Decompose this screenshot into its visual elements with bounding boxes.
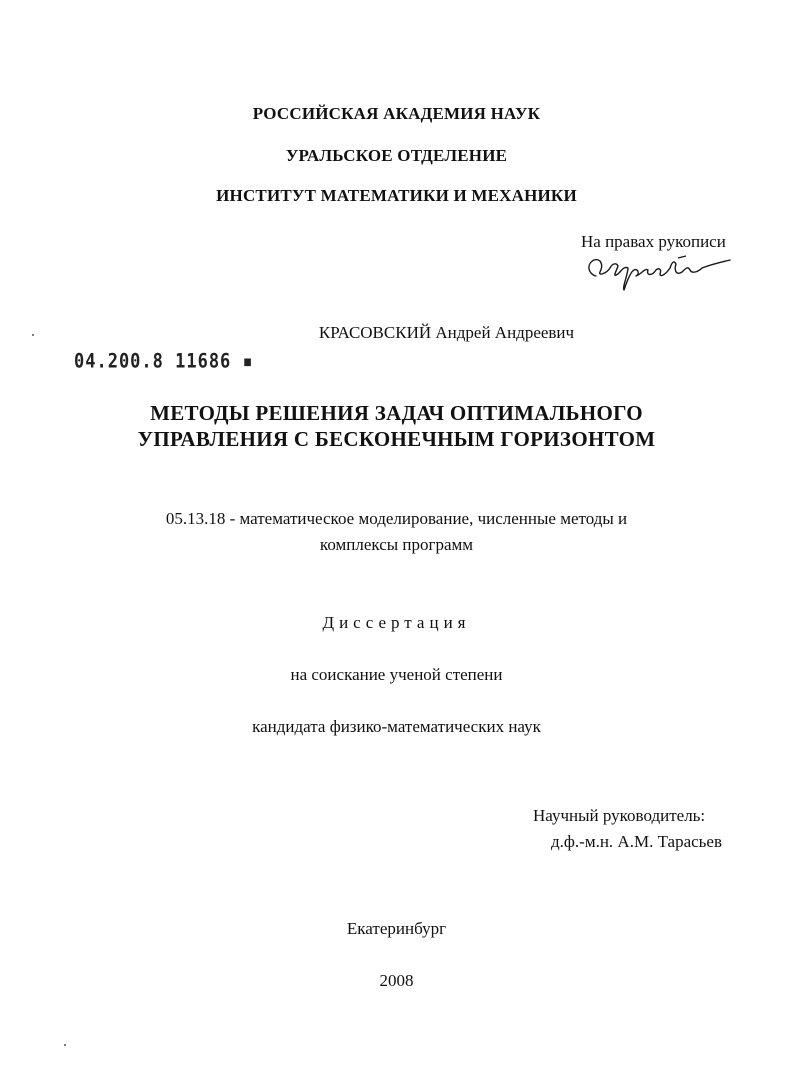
branch-name: УРАЛЬСКОЕ ОТДЕЛЕНИЕ — [285, 146, 508, 165]
year: 2008 — [379, 971, 414, 990]
supervisor-name: д.ф.-м.н. А.М. Тарасьев — [551, 832, 722, 851]
dissertation-title-line-2: УПРАВЛЕНИЯ С БЕСКОНЕЧНЫМ ГОРИЗОНТОМ — [137, 427, 656, 451]
document-type: Диссертация — [322, 613, 471, 632]
degree-line-2: кандидата физико-математических наук — [252, 717, 541, 736]
stamp-mark: ▪ — [231, 350, 254, 373]
manuscript-rights-note: На правах рукописи — [581, 232, 726, 251]
dissertation-title-line-1: МЕТОДЫ РЕШЕНИЯ ЗАДАЧ ОПТИМАЛЬНОГО — [150, 401, 643, 425]
supervisor-label: Научный руководитель: — [533, 806, 706, 825]
specialty-code-line-1: 05.13.18 - математическое моделирование, численные методы и — [165, 509, 628, 528]
specialty-code-line-2: комплексы программ — [319, 535, 474, 554]
handwritten-signature — [582, 250, 732, 295]
margin-dot — [32, 334, 34, 336]
margin-dot — [64, 1044, 66, 1046]
author-name: КРАСОВСКИЙ Андрей Андреевич — [318, 323, 575, 342]
city: Екатеринбург — [346, 919, 447, 938]
library-stamp-number: 04.200.8 11686 ▪ — [74, 350, 254, 373]
degree-line-1: на соискание ученой степени — [290, 665, 503, 684]
organization-name: РОССИЙСКАЯ АКАДЕМИЯ НАУК — [252, 104, 541, 123]
institute-name: ИНСТИТУТ МАТЕМАТИКИ И МЕХАНИКИ — [216, 186, 577, 205]
